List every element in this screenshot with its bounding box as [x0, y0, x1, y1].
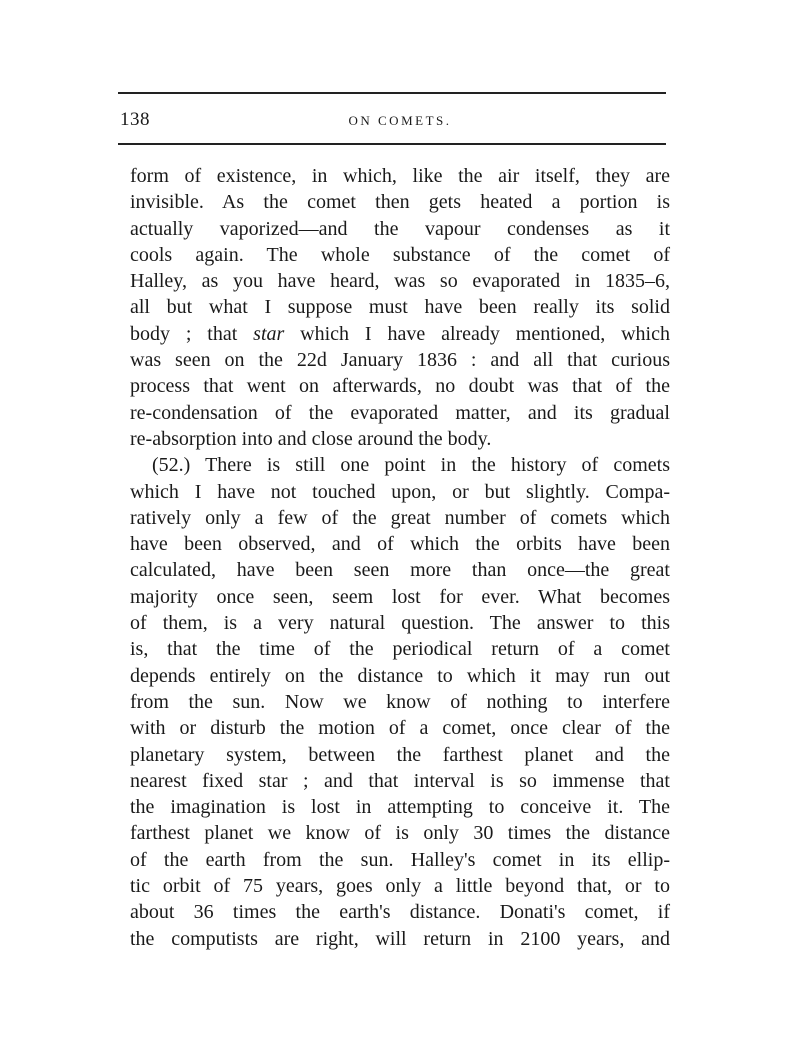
text-line: which I have not touched upon, or but slightly. Compa-: [130, 480, 670, 503]
text-line: Halley, as you have heard, was so evaporated in 1835–6,: [130, 270, 670, 293]
paragraph-start-line: (52.) There is still one point in the history of comets: [152, 454, 670, 477]
text-line: nearest fixed star ; and that interval is so immense that: [130, 769, 670, 792]
text-line: form of existence, in which, like the air itself, they are: [130, 165, 670, 187]
text-line: have been observed, and of which the orbits have been: [130, 533, 670, 556]
text-line: re-condensation of the evaporated matter, and its gradual: [130, 401, 670, 424]
text-line: of the earth from the sun. Halley's comet in its ellip-: [130, 848, 670, 871]
italic-word: star: [253, 322, 285, 345]
text-line: with or disturb the motion of a comet, once clear of the: [130, 717, 670, 740]
text-line-with-italic: [130, 321, 670, 347]
text-line: cools again. The whole substance of the comet of: [130, 243, 670, 266]
text-line: process that went on afterwards, no doubt was that of the: [130, 375, 670, 398]
text-line: actually vaporized—and the vapour condenses as it: [130, 217, 670, 240]
text-line: all but what I suppose must have been really its solid: [130, 296, 670, 319]
text-segment: which I have already mentioned, which: [284, 322, 670, 345]
text-line: calculated, have been seen more than once—the great: [130, 559, 670, 582]
page-number: 138: [120, 109, 150, 130]
text-segment: body ; that: [130, 322, 254, 345]
text-line: about 36 times the earth's distance. Donati's comet, if: [130, 901, 670, 924]
text-line: planetary system, between the farthest planet and the: [130, 743, 670, 766]
text-line: the imagination is lost in attempting to conceive it. The: [130, 796, 670, 819]
header-rule-bottom: [118, 143, 666, 145]
text-line: was seen on the 22d January 1836 : and all that curious: [130, 349, 670, 372]
text-line: invisible. As the comet then gets heated a portion is: [130, 191, 670, 214]
paragraph-end-line: re-absorption into and close around the body.: [130, 427, 492, 450]
text-line: ratively only a few of the great number of comets which: [130, 506, 670, 529]
body-text: [130, 163, 670, 952]
text-line: majority once seen, seem lost for ever. What becomes: [130, 585, 670, 608]
text-line: depends entirely on the distance to which it may run out: [130, 664, 670, 687]
running-head: ON COMETS.: [348, 113, 452, 128]
text-line: farthest planet we know of is only 30 times the distance: [130, 822, 670, 845]
text-line: is, that the time of the periodical return of a comet: [130, 638, 670, 661]
text-line: tic orbit of 75 years, goes only a little beyond that, or to: [130, 875, 670, 898]
text-line: from the sun. Now we know of nothing to interfere: [130, 690, 670, 713]
text-line: the computists are right, will return in 2100 years, and: [130, 927, 670, 950]
header-rule-top: [118, 92, 666, 94]
text-line: of them, is a very natural question. The answer to this: [130, 612, 670, 635]
